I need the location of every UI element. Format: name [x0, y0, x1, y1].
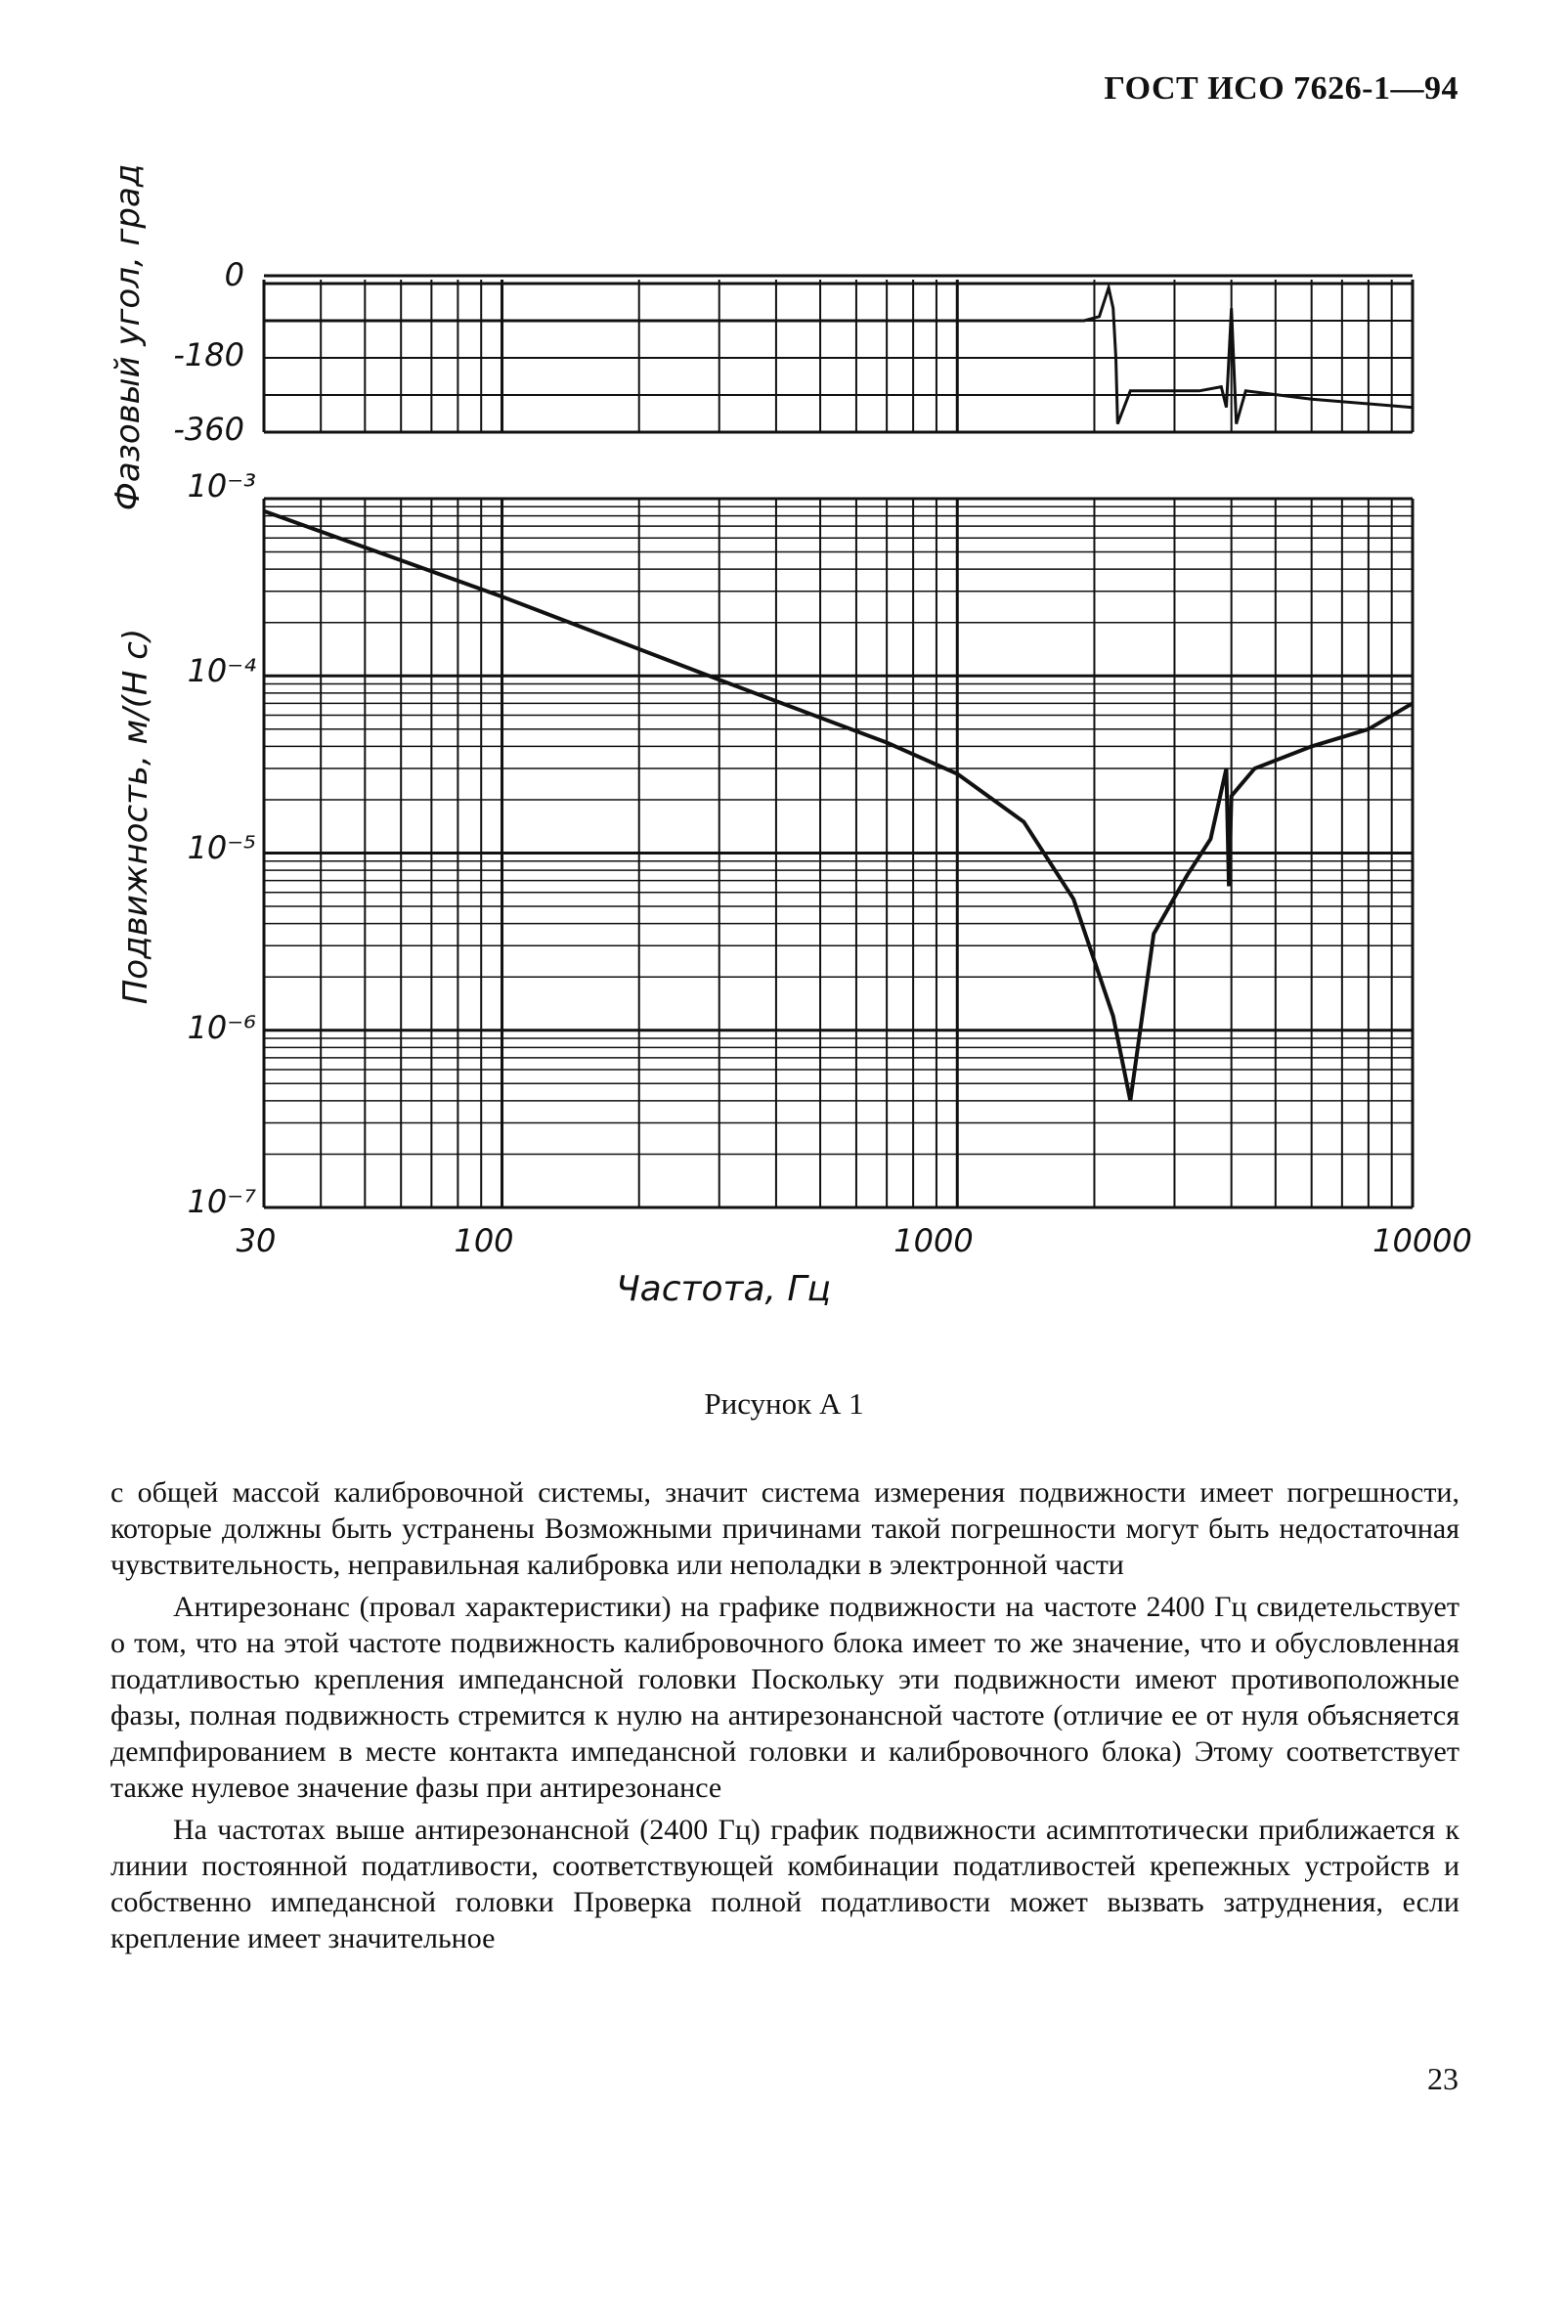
figure-caption: Рисунок А 1: [704, 1386, 864, 1421]
document-header: ГОСТ ИСО 7626-1—94: [1104, 70, 1459, 107]
mobility-axis-label: Подвижность, м/(Н с): [116, 628, 155, 1005]
page-number: 23: [1427, 2061, 1459, 2096]
x-tick-1000: 1000: [893, 1222, 974, 1259]
mobility-curve: [264, 511, 1413, 1101]
paragraph-1: с общей массой калибровочной системы, значит система измерения подвижности имеет погрешности, которые должны быть устранены Возможными причинами такой погрешности могут быть недостаточная чувствительность, неправильная калибровка или неполадки в электронной части: [110, 1476, 1459, 1581]
x-axis-label: Частота, Гц: [615, 1269, 832, 1309]
x-tick-30: 30: [236, 1222, 277, 1259]
phase-tick-0: 0: [224, 256, 244, 293]
mobility-tick-1e-5: 10⁻⁵: [187, 829, 256, 866]
paragraph-2: Антирезонанс (провал характеристики) на графике подвижности на частоте 2400 Гц свидетельствует о том, что на этой частоте подвижность калибровочного блока имеет то же значение, что и обусловленная податливостью крепления импедансной головки Поскольку эти подвижности имеют противоположные фазы, полная подвижность стремится к нулю на антирезонансной частоте (отличие ее от нуля объясняется демпфированием в месте контакта импедансной головки и калибровочного блока) Этому соответствует также нулевое значение фазы при антирезонансе: [110, 1591, 1459, 1804]
body-text: [110, 1474, 1459, 1962]
phase-curve: [264, 287, 1413, 423]
mobility-tick-1e-6: 10⁻⁶: [187, 1009, 256, 1046]
x-tick-10000: 10000: [1372, 1222, 1472, 1259]
mobility-grid: [264, 499, 1413, 1207]
mobility-tick-1e-4: 10⁻⁴: [187, 652, 256, 689]
x-tick-100: 100: [454, 1222, 514, 1259]
phase-tick-180: -180: [173, 336, 244, 373]
mobility-tick-1e-7: 10⁻⁷: [187, 1183, 256, 1220]
mobility-tick-1e-3: 10⁻³: [187, 467, 256, 504]
paragraph-3: На частотах выше антирезонансной (2400 Гц) график подвижности асимптотически приближается к линии постоянной податливости, соответствующей комбинации податливостей крепежных устройств и собственно импедансной головки Проверка полной податливости может вызвать затруднения, если крепление имеет значительное: [110, 1814, 1459, 1954]
phase-tick-360: -360: [173, 411, 244, 448]
phase-axis-label: Фазовый угол, град: [109, 163, 148, 511]
